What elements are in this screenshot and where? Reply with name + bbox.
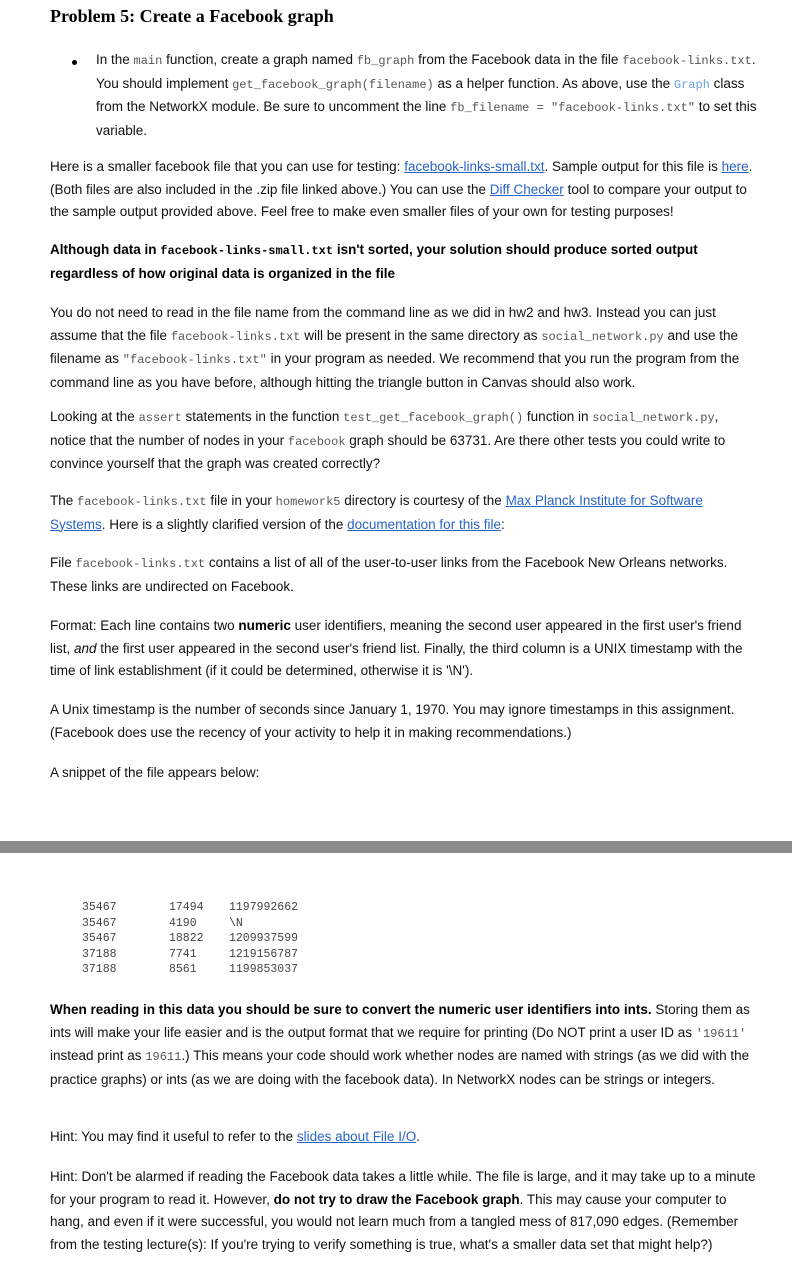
snippet-row bbox=[82, 947, 298, 963]
snippet-row bbox=[82, 931, 298, 947]
snippet-user-a: 37188 bbox=[82, 963, 117, 976]
paragraph-courtesy: The facebook-links.txt file in your homework5 directory is courtesy of the Max Planck Institute for Software Systems. Here is a slightly clarified version of the documentation for this file: bbox=[50, 493, 703, 532]
bullet-main-instructions: In the main function, create a graph named fb_graph from the Facebook data in the file facebook-links.txt. You should implement get_facebook_graph(filename) as a helper function. As above, use the Graph class from the NetworkX module. Be sure to uncomment the line fb_filename = "facebook-links.txt" to set this variable. bbox=[96, 52, 757, 138]
snippet-timestamp: 1199853037 bbox=[229, 963, 299, 976]
paragraph-format: Format: Each line contains two numeric user identifiers, meaning the second user appeared in the first user's friend list, and the first user appeared in the second user's friend list. Finally, the third column is a UNIX timestamp with the time of link establishment (if it could be determined, otherwise it is '\N'). bbox=[50, 618, 743, 678]
snippet-timestamp: \N bbox=[229, 916, 243, 930]
snippet-user-b: 18822 bbox=[169, 932, 204, 945]
snippet-user-b: 4190 bbox=[169, 916, 197, 930]
snippet-user-a: 37188 bbox=[82, 947, 117, 961]
snippet-user-b: 7741 bbox=[169, 947, 197, 961]
snippet-row bbox=[82, 916, 298, 932]
link-max-planck[interactable]: Max Planck Institute for Software Systems bbox=[50, 493, 703, 532]
paragraph-hint-slides: Hint: You may find it useful to refer to the slides about File I/O. bbox=[50, 1129, 420, 1144]
paragraph-testing-file: Here is a smaller facebook file that you can use for testing: facebook-links-small.txt. Sample output for this file is here. (Both files are also included in the .zip file linked above.) You can use the Diff Checker tool to compare your output to the sample output provided above. Feel free to make even smaller files of your own for testing purposes! bbox=[50, 159, 753, 219]
code-fb-filename-line: fb_filename = "facebook-links.txt" bbox=[450, 101, 696, 115]
code-main: main bbox=[133, 54, 163, 68]
file-snippet bbox=[82, 900, 298, 978]
paragraph-convert-ints: When reading in this data you should be sure to convert the numeric user identifiers into ints. Storing them as ints will make your life easier and is the output format that we require for printing (Do NOT print a user ID as '19611' instead print as 19611.) This means your code should work whether nodes are named with strings (as we did with the practice graphs) or ints (as we are doing with the facebook data). In NetworkX nodes can be strings or integers. bbox=[50, 1002, 750, 1087]
snippet-timestamp: 1197992662 bbox=[229, 901, 299, 914]
snippet-user-b: 8561 bbox=[169, 963, 197, 976]
code-graph-class: Graph bbox=[673, 77, 710, 92]
snippet-timestamp: 1209937599 bbox=[229, 932, 299, 945]
snippet-user-a: 35467 bbox=[82, 901, 117, 914]
problem-title: Problem 5: Create a Facebook graph bbox=[50, 6, 334, 26]
paragraph-file-contents: File facebook-links.txt contains a list of all of the user-to-user links from the Facebook New Orleans networks. These links are undirected on Facebook. bbox=[50, 555, 728, 594]
page-divider bbox=[0, 841, 792, 853]
paragraph-sorted-output: Although data in facebook-links-small.txt isn't sorted, your solution should produce sorted output regardless of how original data is organized in the file bbox=[50, 242, 698, 281]
paragraph-assert: Looking at the assert statements in the function test_get_facebook_graph() function in social_network.py, notice that the number of nodes in your facebook graph should be 63731. Are there other tests you could write to convince yourself that the graph was created correctly? bbox=[50, 409, 726, 471]
snippet-timestamp: 1219156787 bbox=[229, 947, 299, 961]
bullet-icon bbox=[72, 60, 77, 65]
snippet-user-a: 35467 bbox=[82, 932, 117, 945]
link-here[interactable]: here bbox=[721, 159, 749, 174]
code-filename: facebook-links.txt bbox=[622, 54, 752, 68]
link-facebook-links-small[interactable]: facebook-links-small.txt bbox=[404, 159, 545, 174]
snippet-user-a: 35467 bbox=[82, 916, 117, 930]
paragraph-snippet-intro: A snippet of the file appears below: bbox=[50, 765, 260, 780]
paragraph-hint-large-file: Hint: Don't be alarmed if reading the Facebook data takes a little while. The file is large, and it may take up to a minute for your program to read it. However, do not try to draw the Facebook graph. This may cause your computer to hang, and even if it were successful, you would not learn much from a tangled mess of 817,090 edges. (Remember from the testing lecture(s): If you're trying to verify something is true, what's a smaller data set that might help?) bbox=[50, 1169, 756, 1252]
snippet-user-b: 17494 bbox=[169, 901, 204, 914]
snippet-row bbox=[82, 962, 298, 978]
snippet-row bbox=[82, 900, 298, 916]
code-fb-graph: fb_graph bbox=[356, 54, 415, 68]
link-documentation[interactable]: documentation for this file bbox=[347, 516, 501, 532]
paragraph-unix-timestamp: A Unix timestamp is the number of seconds since January 1, 1970. You may ignore timestamps in this assignment. (Facebook does use the recency of your activity to help it in making recommendations.) bbox=[50, 702, 735, 740]
code-get-facebook-graph: get_facebook_graph(filename) bbox=[232, 77, 434, 92]
link-diff-checker[interactable]: Diff Checker bbox=[489, 181, 564, 197]
link-slides-file-io[interactable]: slides about File I/O bbox=[296, 1129, 417, 1144]
paragraph-filename: You do not need to read in the file name from the command line as we did in hw2 and hw3. Instead you can just assume that the file facebook-links.txt will be present in the same directory as social_network.py and use the filename as "facebook-links.txt" in your program as needed. We recommend that you run the program from the command line as you have before, although hitting the triangle button in Canvas should also work. bbox=[50, 305, 740, 390]
